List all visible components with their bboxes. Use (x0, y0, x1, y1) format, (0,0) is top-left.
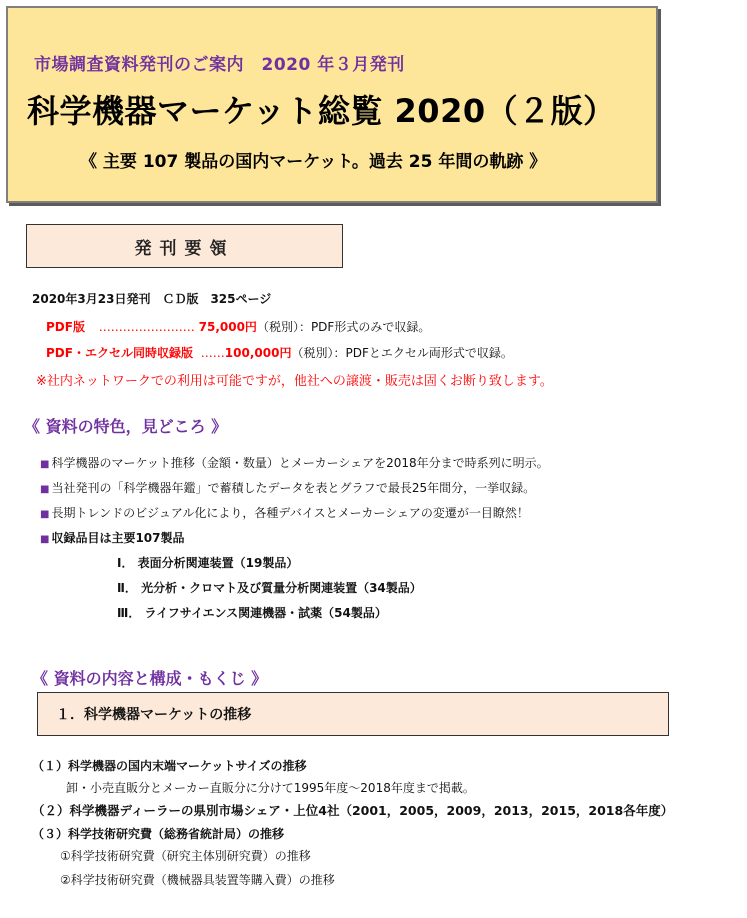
pdf-dots: …………………… (98, 320, 195, 334)
pdf-price-line (46, 318, 430, 335)
excel-note: （税別）：PDFとエクセル両形式で収録。 (291, 346, 513, 360)
category-item: Ⅱ． 光分析・クロマト及び質量分析関連装置（34製品） (117, 581, 422, 595)
feature-item: ■ 科学機器のマーケット推移（金額・数量）とメーカーシェアを2018年分まで時系列に明示。 (40, 454, 549, 471)
banner-subtitle: 市場調査資料発刊のご案内 2020 年３月発刊 (34, 55, 405, 75)
chapter-title: １．科学機器マーケットの推移 (56, 707, 252, 723)
category-item: Ⅰ． 表面分析関連装置（19製品） (117, 556, 299, 570)
category-item: Ⅲ． ライフサイエンス関連機器・試薬（54製品） (117, 606, 387, 620)
toc-item: （１）科学機器の国内末端マーケットサイズの推移 (32, 759, 307, 773)
features-heading: 《 資料の特色，見どころ 》 (24, 417, 228, 436)
toc-item: （３）科学技術研究費（総務省統計局）の推移 (32, 827, 285, 841)
pdf-note: （税別）：PDF形式のみで収録。 (256, 320, 431, 334)
excel-price: 100,000円 (224, 346, 292, 360)
publication-heading: 発刊要領 (26, 224, 343, 268)
feature-item: ■ 当社発刊の「科学機器年鑑」で蓄積したデータを表とグラフで最長25年間分，一挙収録。 (40, 479, 535, 496)
feature-item: ■ 長期トレンドのビジュアル化により，各種デバイスとメーカーシェアの変遷が一目瞭然！ (40, 504, 529, 521)
publication-date-line: 2020年3月23日発刊 ＣＤ版 325ページ (32, 292, 272, 306)
toc-subitem: ②科学技術研究費（機械器具装置等購入費）の推移 (60, 873, 335, 887)
excel-dots: …… (200, 346, 225, 360)
network-note: ※社内ネットワークでの利用は可能ですが，他社への譲渡・販売は固くお断り致します。 (36, 374, 553, 389)
excel-price-line (46, 344, 513, 361)
toc-subitem: 卸・小売直販分とメーカー直販分に分けて1995年度～2018年度まで掲載。 (66, 781, 475, 795)
contents-heading: 《 資料の内容と構成・もくじ 》 (32, 669, 268, 688)
toc-item: （２）科学機器ディーラーの県別市場シェア・上位4社（2001，2005，2009，2013，2015，2018各年度） (32, 803, 674, 818)
chapter-box (37, 692, 669, 736)
feature-item: ■ 収録品目は主要107製品 (40, 529, 185, 546)
banner-tagline: 《 主要 107 製品の国内マーケット。過去 25 年間の軌跡 》 (80, 152, 547, 172)
pdf-label: PDF版 (46, 320, 85, 334)
banner-title: 科学機器マーケット総覧 2020（２版） (27, 92, 616, 130)
excel-label: PDF・エクセル同時収録版 (46, 346, 193, 360)
pdf-price: 75,000円 (198, 320, 257, 334)
toc-subitem: ①科学技術研究費（研究主体別研究費）の推移 (60, 849, 311, 863)
